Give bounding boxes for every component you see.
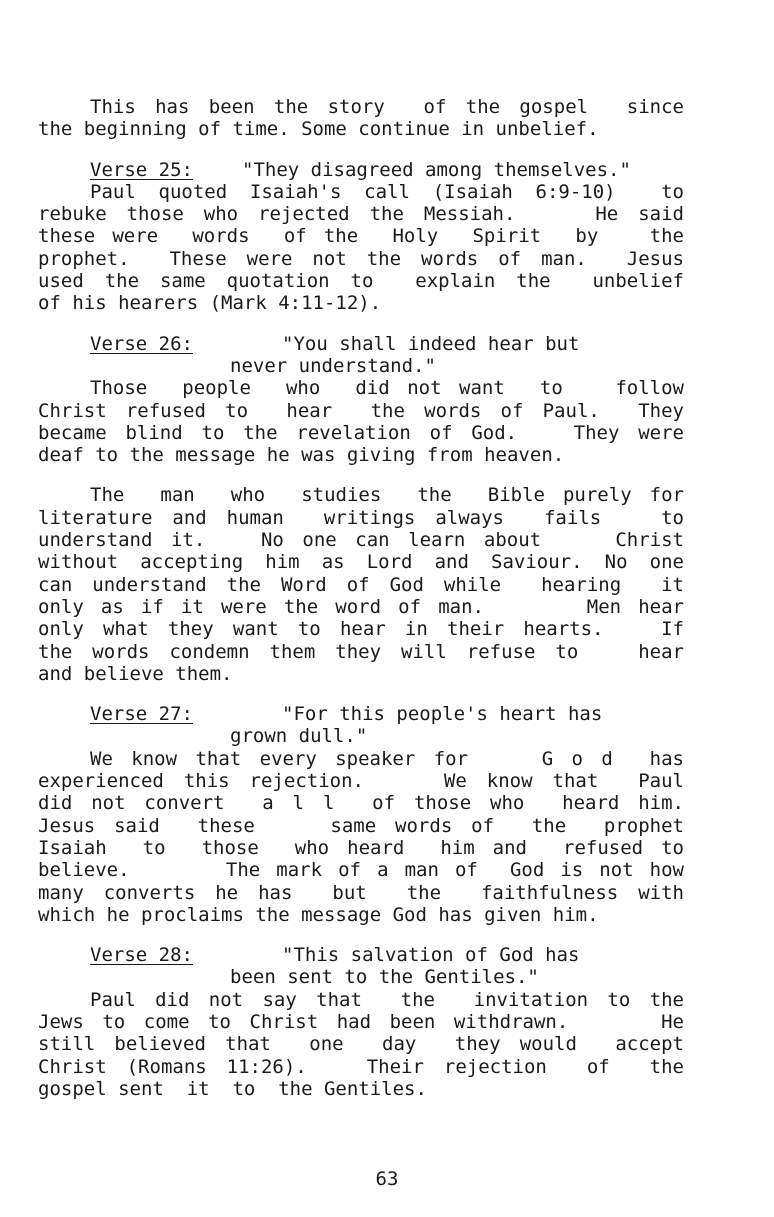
verse-quote-continued: never understand."	[230, 354, 436, 377]
verse-quote-continued: been sent to the Gentiles."	[230, 966, 539, 989]
text-line: without accepting him as Lord and Saviour. No one	[38, 551, 684, 574]
text-line: which he proclaims the message God has given him.	[38, 903, 599, 926]
verse-25-section	[38, 159, 684, 315]
text-line: of his hearers (Mark 4:11-12).	[38, 292, 382, 315]
text-line: understand it. No one can learn about Christ	[38, 529, 684, 552]
verse-label: Verse 28:	[90, 944, 193, 967]
text-line: This has been the story of the gospel since	[90, 96, 684, 118]
verse-quote: "This salvation of God has	[282, 944, 580, 967]
text-line: Christ (Romans 11:26). Their rejection of the	[38, 1055, 684, 1078]
verse-27-section	[38, 703, 684, 926]
text-line: only as if it were the word of man. Men hear	[38, 595, 684, 618]
page-body	[38, 96, 684, 1100]
text-line: literature and human writings always fails to	[38, 506, 684, 529]
paragraph-intro	[38, 96, 684, 141]
text-line: did not convert a l l of those who heard him.	[38, 792, 684, 815]
text-line: and believe them.	[38, 662, 233, 685]
text-line: Paul did not say that the invitation to the	[90, 988, 684, 1011]
text-line: gospel sent it to the Gentiles.	[38, 1077, 427, 1100]
text-line: many converts he has but the faithfulness with	[38, 881, 684, 904]
page-number: 63	[375, 1168, 399, 1190]
verse-quote: "For this people's heart has	[282, 703, 603, 726]
text-line: The man who studies the Bible purely for	[90, 484, 684, 507]
verse-label: Verse 26:	[90, 332, 193, 355]
verse-28-section	[38, 944, 684, 1100]
text-line: used the same quotation to explain the unbelief	[38, 270, 684, 293]
verse-26-section	[38, 333, 684, 467]
text-line: Jews to come to Christ had been withdrawn. He	[38, 1010, 684, 1033]
text-line: Christ refused to hear the words of Paul. They	[38, 399, 684, 422]
text-line: Isaiah to those who heard him and refused to	[38, 836, 684, 859]
text-line: only what they want to hear in their hearts. If	[38, 618, 684, 641]
text-line: Jesus said these same words of the prophet	[38, 814, 684, 837]
verse-label: Verse 27:	[90, 703, 193, 726]
text-line: the beginning of time. Some continue in unbelief.	[38, 118, 599, 141]
verse-quote-continued: grown dull."	[230, 725, 368, 748]
text-line: experienced this rejection. We know that Paul	[38, 770, 684, 793]
text-line: the words condemn them they will refuse to hear	[38, 640, 684, 663]
verse-quote: "They disagreed among themselves."	[242, 158, 631, 181]
text-line: became blind to the revelation of God. They were	[38, 421, 684, 444]
text-line: these were words of the Holy Spirit by the	[38, 225, 684, 248]
verse-quote: "You shall indeed hear but	[282, 332, 580, 355]
text-line: believe. The mark of a man of God is not how	[38, 859, 684, 882]
text-line: Paul quoted Isaiah's call (Isaiah 6:9-10) to	[90, 180, 684, 203]
text-line: still believed that one day they would accept	[38, 1033, 684, 1056]
text-line: deaf to the message he was giving from heaven.	[38, 444, 565, 467]
paragraph-bible	[38, 484, 684, 685]
text-line: We know that every speaker for G o d has	[90, 747, 684, 770]
text-line: can understand the Word of God while hearing it	[38, 573, 684, 596]
verse-label: Verse 25:	[90, 158, 193, 181]
text-line: Those people who did not want to follow	[90, 377, 684, 400]
text-line: rebuke those who rejected the Messiah. He said	[38, 203, 684, 226]
text-line: prophet. These were not the words of man. Jesus	[38, 247, 684, 270]
